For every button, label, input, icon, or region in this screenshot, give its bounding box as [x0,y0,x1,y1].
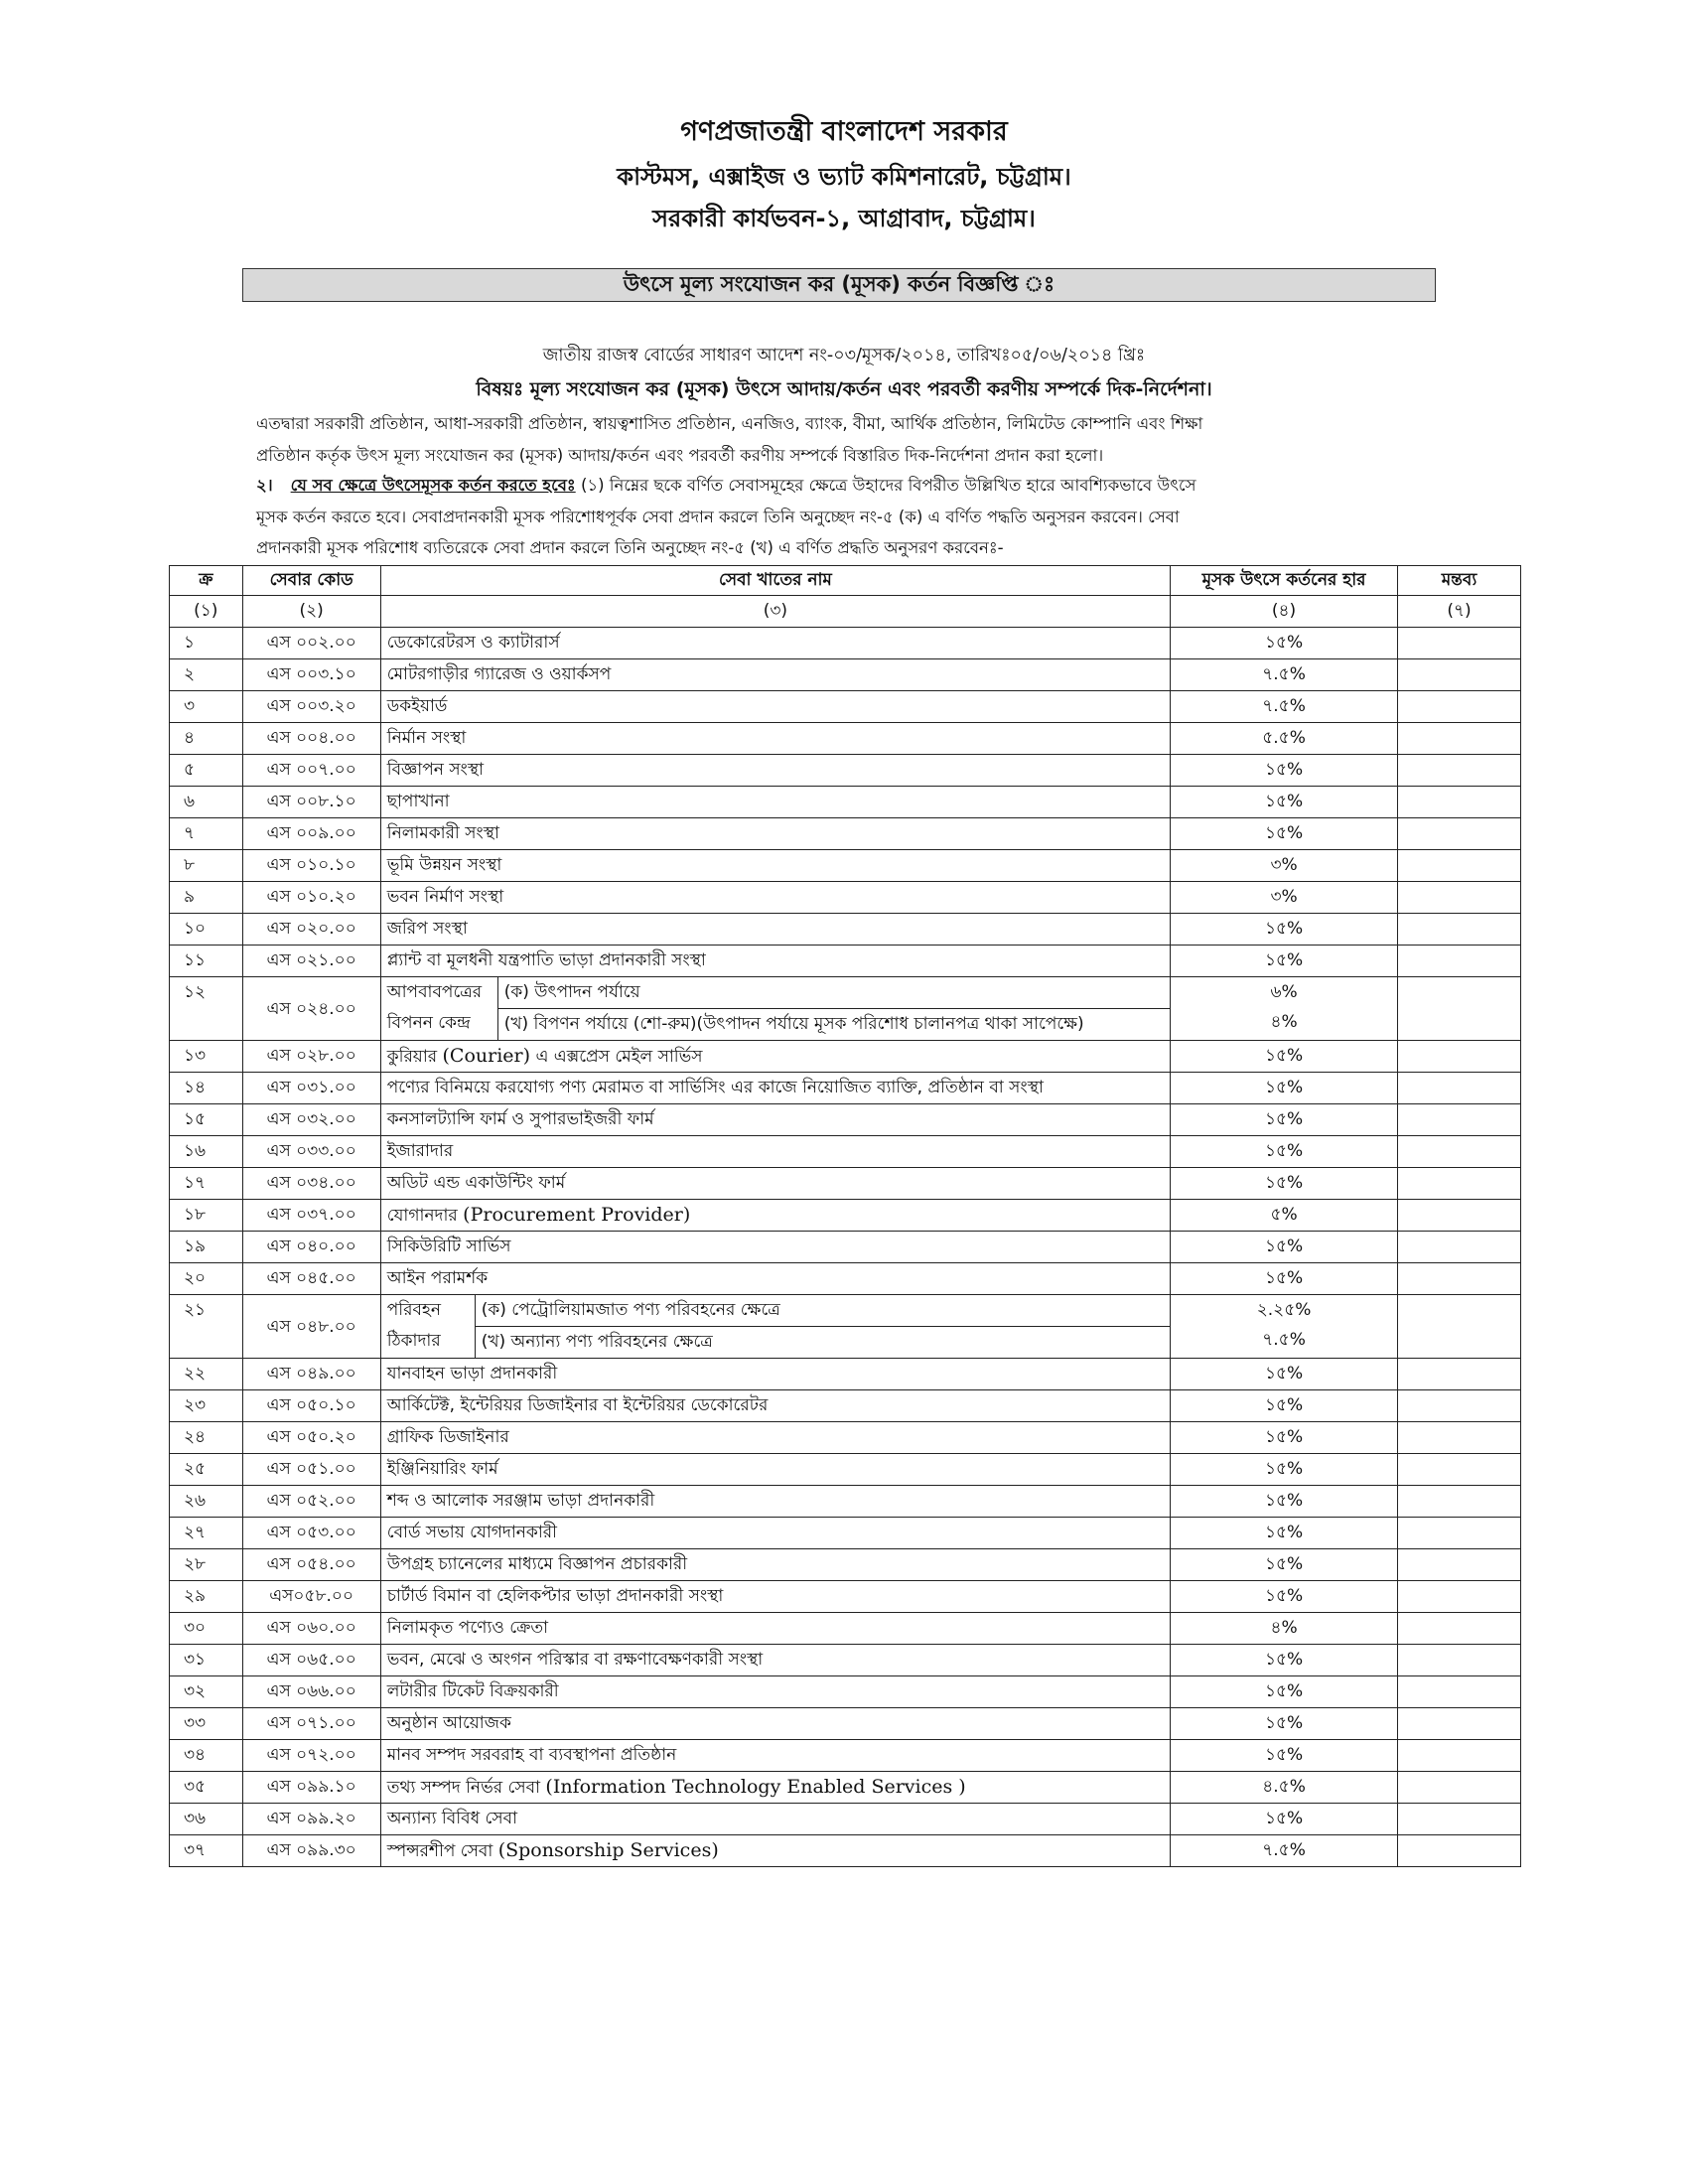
row-rate: ১৫% [1171,1549,1398,1581]
row-rate: ১৫% [1171,1041,1398,1073]
row-serial: ২৯ [170,1581,243,1613]
row-remarks [1397,1359,1520,1390]
header-code: সেবার কোড [242,566,380,596]
row-serial: ৩২ [170,1676,243,1708]
table-row [170,1549,1521,1581]
row-serial: ৫ [170,755,243,787]
row-rate: ৪% [1171,1613,1398,1645]
row-code: এস ০২৮.০০ [242,1041,380,1073]
table-row [170,1136,1521,1168]
row-code: এস ০৭১.০০ [242,1708,380,1740]
row-serial: ২৭ [170,1518,243,1549]
table-row [170,1422,1521,1454]
table-row [170,1486,1521,1518]
row-rate: ১৫% [1171,1454,1398,1486]
table-row [170,755,1521,787]
row-service-name: উপগ্রহ চ্যানেলের মাধ্যমে বিজ্ঞাপন প্রচারকারী [380,1549,1170,1581]
rate-b: ৪% [1270,1012,1298,1032]
section-2-line-2: মূসক কর্তন করতে হবে। সেবাপ্রদানকারী মূসক পরিশোধপূর্বক সেবা প্রদান করলে তিনি অনুচ্ছেদ নং-৫ (ক) এ বর্ণিত পদ্ধতি অনুসরন করবেন। সেবা [256,507,1180,526]
row-rate: ১৫% [1171,1740,1398,1772]
row-rate: ১৫% [1171,1104,1398,1136]
intro-paragraph [256,408,1428,471]
row-service-name-group [380,977,1170,1041]
row-serial: ২৮ [170,1549,243,1581]
row-code: এস ০৩২.০০ [242,1104,380,1136]
row-service-name: নির্মান সংস্থা [380,723,1170,755]
row-remarks [1397,1200,1520,1232]
row-serial: ৭ [170,818,243,850]
row-code: এস ০১০.২০ [242,882,380,914]
row-code: এস ০৫০.১০ [242,1390,380,1422]
row-service-name: যানবাহন ভাড়া প্রদানকারী [380,1359,1170,1390]
row-remarks [1397,1804,1520,1835]
service-name-en: (Courier) [442,1045,531,1067]
row-remarks [1397,1073,1520,1104]
row-rate-group [1171,1295,1398,1359]
row-code: এস০৫৮.০০ [242,1581,380,1613]
row-remarks [1397,1486,1520,1518]
sub-category-a: (ক) উৎপাদন পর্যায়ে [497,977,1170,1009]
table-row [170,1200,1521,1232]
row-service-name: অডিট এন্ড একাউন্টিং ফার্ম [380,1168,1170,1200]
sub-category-a: (ক) পেট্রোলিয়ামজাত পণ্য পরিবহনের ক্ষেত্রে [475,1295,1170,1327]
row-service-name: মোটরগাড়ীর গ্যারেজ ও ওয়ার্কসপ [380,659,1170,691]
row-service-name: অন্যান্য বিবিধ সেবা [380,1804,1170,1835]
row-serial: ১ [170,628,243,659]
row-code: এস ০৪৮.০০ [242,1295,380,1359]
row-rate: ১৫% [1171,1136,1398,1168]
row-remarks [1397,1772,1520,1804]
section-2-line-1 [256,470,1428,502]
colnum-5: (৭) [1397,596,1520,628]
row-remarks [1397,1708,1520,1740]
header-service-name: সেবা খাতের নাম [380,566,1170,596]
row-remarks [1397,1232,1520,1263]
row-remarks [1397,818,1520,850]
row-service-name: ভবন, মেঝে ও অংগন পরিস্কার বা রক্ষণাবেক্ষণকারী সংস্থা [380,1645,1170,1676]
row-remarks [1397,850,1520,882]
row-serial: ১৭ [170,1168,243,1200]
row-code: এস ০৫২.০০ [242,1486,380,1518]
row-remarks [1397,882,1520,914]
row-code: এস ০৯৯.১০ [242,1772,380,1804]
row-serial: ১৮ [170,1200,243,1232]
service-name-en: (Sponsorship Services) [497,1839,719,1861]
row-rate: ১৫% [1171,1168,1398,1200]
row-service-name: আইন পরামর্শক [380,1263,1170,1295]
table-row [170,1104,1521,1136]
row-rate: ১৫% [1171,1263,1398,1295]
row-serial: ১৫ [170,1104,243,1136]
row-code: এস ০৬৬.০০ [242,1676,380,1708]
row-code: এস ০০৪.০০ [242,723,380,755]
row-rate: ১৫% [1171,1073,1398,1104]
row-code: এস ০৪৫.০০ [242,1263,380,1295]
service-name-bn: যোগানদার [386,1206,464,1226]
row-rate: ১৫% [1171,818,1398,850]
government-title: গণপ্রজাতন্ত্রী বাংলাদেশ সরকার [680,116,1008,147]
group-label [381,1295,476,1358]
section-2-line-3: প্রদানকারী মূসক পরিশোধ ব্যতিরেকে সেবা প্রদান করলে তিনি অনুচ্ছেদ নং-৫ (খ) এ বর্ণিত প্রদ্ধতি অনুসরণ করবেনঃ- [256,538,1004,557]
column-number-row [170,596,1521,628]
row-rate: ১৫% [1171,628,1398,659]
row-code: এস ০০২.০০ [242,628,380,659]
group-label-line-1: আপবাবপত্রের [386,982,483,1002]
row-code: এস ০৫১.০০ [242,1454,380,1486]
notice-banner: উৎসে মূল্য সংযোজন কর (মূসক) কর্তন বিজ্ঞপ্তি ঃ [242,268,1436,302]
section-number: ২। [256,476,273,495]
service-name-bn: কুরিয়ার [386,1047,443,1067]
row-rate: ১৫% [1171,1581,1398,1613]
row-rate: ১৫% [1171,1708,1398,1740]
section-heading: যে সব ক্ষেত্রে উৎসেমূসক কর্তন করতে হবেঃ [290,476,576,495]
row-serial: ২ [170,659,243,691]
commissionerate-title: কাস্টমস, এক্সাইজ ও ভ্যাট কমিশনারেট, চট্টগ্রাম। [617,163,1071,191]
row-remarks [1397,1518,1520,1549]
row-serial: ২৬ [170,1486,243,1518]
rate-a: ৬% [1270,982,1298,1002]
row-code: এস ০৬৫.০০ [242,1645,380,1676]
row-code: এস ০০৩.১০ [242,659,380,691]
row-serial: ২০ [170,1263,243,1295]
row-code: এস ০৩৪.০০ [242,1168,380,1200]
row-remarks [1397,1104,1520,1136]
office-address: সরকারী কার্যভবন-১, আগ্রাবাদ, চট্টগ্রাম। [652,205,1036,232]
row-code: এস ০৯৯.২০ [242,1804,380,1835]
row-remarks [1397,755,1520,787]
row-rate: ১৫% [1171,1486,1398,1518]
table-row [170,1073,1521,1104]
row-serial: ৩৭ [170,1835,243,1867]
table-row [170,1390,1521,1422]
row-code: এস ০৫০.২০ [242,1422,380,1454]
table-row [170,1581,1521,1613]
row-serial: ১১ [170,946,243,977]
group-label-line-2: বিপনন কেন্দ্র [386,1013,471,1033]
table-row [170,1168,1521,1200]
row-service-name-group [380,1295,1170,1359]
section-2-line-1-text: (১) নিম্নের ছকে বর্ণিত সেবাসমূহের ক্ষেত্রে উহাদের বিপরীত উল্লিখিত হারে আবশ্যিকভাবে উৎসে [580,476,1196,495]
row-rate: ১৫% [1171,755,1398,787]
row-service-name: জরিপ সংস্থা [380,914,1170,946]
row-service-name: ভূমি উন্নয়ন সংস্থা [380,850,1170,882]
row-serial: ৯ [170,882,243,914]
service-name-bn: স্পন্সরশীপ সেবা [386,1841,498,1861]
row-service-name: পণ্যের বিনিময়ে করযোগ্য পণ্য মেরামত বা সার্ভিসিং এর কাজে নিয়োজিত ব্যাক্তি, প্রতিষ্ঠান বা সংস্থা [380,1073,1170,1104]
table-row-split [170,977,1521,1041]
row-serial: ২৫ [170,1454,243,1486]
group-label-line-1: পরিবহন [386,1300,441,1320]
colnum-3: (৩) [380,596,1170,628]
row-serial: ২৩ [170,1390,243,1422]
row-code: এস ০৭২.০০ [242,1740,380,1772]
row-rate: ৪.৫% [1171,1772,1398,1804]
service-name-bn: তথ্য সম্পদ নির্ভর সেবা [386,1778,546,1798]
row-remarks [1397,1549,1520,1581]
table-row [170,1518,1521,1549]
table-row [170,723,1521,755]
row-serial: ৩৬ [170,1804,243,1835]
row-rate: ৭.৫% [1171,691,1398,723]
row-remarks [1397,628,1520,659]
header-remarks: মন্তব্য [1397,566,1520,596]
service-name-en: (Procurement Provider) [463,1204,691,1226]
section-2-paragraph [256,470,1428,564]
table-row [170,691,1521,723]
table-row [170,818,1521,850]
row-remarks [1397,977,1520,1041]
row-code: এস ০৩৩.০০ [242,1136,380,1168]
header-rate: মূসক উৎসে কর্তনের হার [1171,566,1398,596]
row-serial: ২৪ [170,1422,243,1454]
table-row-split [170,1295,1521,1359]
row-service-name: শব্দ ও আলোক সরঞ্জাম ভাড়া প্রদানকারী [380,1486,1170,1518]
row-service-name: বিজ্ঞাপন সংস্থা [380,755,1170,787]
row-remarks [1397,1295,1520,1359]
row-code: এস ০৫৩.০০ [242,1518,380,1549]
row-remarks [1397,787,1520,818]
row-code: এস ০৩১.০০ [242,1073,380,1104]
table-row [170,1263,1521,1295]
intro-line-1: এতদ্বারা সরকারী প্রতিষ্ঠান, আধা-সরকারী প্রতিষ্ঠান, স্বায়ত্বশাসিত প্রতিষ্ঠান, এনজিও, ব্যাংক, বীমা, আর্থিক প্রতিষ্ঠান, লিমিটেড কোম্পানি এবং শিক্ষা [256,414,1203,433]
sub-category-b: (খ) অন্যান্য পণ্য পরিবহনের ক্ষেত্রে [475,1327,1170,1359]
row-code: এস ০০৮.১০ [242,787,380,818]
row-service-name: নিলামকৃত পণ্যেও ক্রেতা [380,1613,1170,1645]
row-remarks [1397,1263,1520,1295]
row-service-name: লটারীর টিকেট বিক্রয়কারী [380,1676,1170,1708]
row-remarks [1397,1676,1520,1708]
colnum-2: (২) [242,596,380,628]
table-row [170,946,1521,977]
row-service-name: প্ল্যান্ট বা মূলধনী যন্ত্রপাতি ভাড়া প্রদানকারী সংস্থা [380,946,1170,977]
row-code: এস ০৫৪.০০ [242,1549,380,1581]
colnum-1: (১) [170,596,243,628]
colnum-4: (৪) [1171,596,1398,628]
row-service-name [380,1772,1170,1804]
sub-category-table [381,1295,1170,1358]
row-serial: ৩ [170,691,243,723]
header-serial: ক্র [170,566,243,596]
row-rate: ১৫% [1171,946,1398,977]
sub-category-b: (খ) বিপণন পর্যায়ে (শো-রুম)(উৎপাদন পর্যায়ে মূসক পরিশোধ চালানপত্র থাকা সাপেক্ষে) [497,1009,1170,1041]
row-remarks [1397,1168,1520,1200]
row-service-name [380,1835,1170,1867]
row-serial: ৬ [170,787,243,818]
row-remarks [1397,1041,1520,1073]
row-serial: ২২ [170,1359,243,1390]
row-remarks [1397,1390,1520,1422]
row-rate: ৭.৫% [1171,1835,1398,1867]
table-row [170,850,1521,882]
row-serial: ৩০ [170,1613,243,1645]
order-reference: জাতীয় রাজস্ব বোর্ডের সাধারণ আদেশ নং-০৩/মূসক/২০১৪, তারিখঃ০৫/০৬/২০১৪ খ্রিঃ [542,346,1146,365]
row-code: এস ০০৯.০০ [242,818,380,850]
row-rate: ১৫% [1171,1645,1398,1676]
row-serial: ১০ [170,914,243,946]
row-remarks [1397,723,1520,755]
table-row [170,628,1521,659]
sub-row-a [381,977,1170,1009]
sub-row-b [381,1009,1170,1041]
service-rate-table [169,565,1521,1867]
row-rate: ৫.৫% [1171,723,1398,755]
row-rate: ১৫% [1171,1804,1398,1835]
row-remarks [1397,946,1520,977]
row-rate: ১৫% [1171,1359,1398,1390]
table-row [170,1772,1521,1804]
row-code: এস ০৯৯.৩০ [242,1835,380,1867]
row-rate: ১৫% [1171,787,1398,818]
table-row [170,1708,1521,1740]
row-service-name: কনসালট্যান্সি ফার্ম ও সুপারভাইজরী ফার্ম [380,1104,1170,1136]
row-code: এস ০৪০.০০ [242,1232,380,1263]
row-serial: ১৪ [170,1073,243,1104]
row-remarks [1397,1835,1520,1867]
rate-b: ৭.৫% [1262,1330,1306,1350]
row-code: এস ০০৭.০০ [242,755,380,787]
table-header-row [170,566,1521,596]
row-service-name: ছাপাখানা [380,787,1170,818]
row-remarks [1397,914,1520,946]
row-service-name [380,1041,1170,1073]
row-serial: ১৯ [170,1232,243,1263]
row-service-name: ইজারাদার [380,1136,1170,1168]
table-row [170,914,1521,946]
table-row [170,787,1521,818]
row-service-name: ভবন নির্মাণ সংস্থা [380,882,1170,914]
row-serial: ২১ [170,1295,243,1359]
row-code: এস ০১০.১০ [242,850,380,882]
row-rate: ১৫% [1171,1422,1398,1454]
row-code: এস ০৬০.০০ [242,1613,380,1645]
row-rate: ১৫% [1171,1232,1398,1263]
row-remarks [1397,1645,1520,1676]
row-service-name: আর্কিটেক্ট, ইন্টেরিয়র ডিজাইনার বা ইন্টেরিয়র ডেকোরেটর [380,1390,1170,1422]
row-code: এস ০২০.০০ [242,914,380,946]
row-service-name: ইঞ্জিনিয়ারিং ফার্ম [380,1454,1170,1486]
row-service-name: নিলামকারী সংস্থা [380,818,1170,850]
row-service-name: বোর্ড সভায় যোগদানকারী [380,1518,1170,1549]
rate-a: ২.২৫% [1256,1300,1312,1320]
row-rate-group [1171,977,1398,1041]
row-serial: ৩৫ [170,1772,243,1804]
table-row [170,1645,1521,1676]
row-rate: ১৫% [1171,1390,1398,1422]
row-service-name: ডেকোরেটরস ও ক্যাটারার্স [380,628,1170,659]
notice-subject: বিষয়ঃ মূল্য সংযোজন কর (মূসক) উৎসে আদায়/কর্তন এবং পরবর্তী করণীয় সম্পর্কে দিক-নির্দেশনা। [476,378,1212,400]
row-service-name: মানব সম্পদ সরবরাহ বা ব্যবস্থাপনা প্রতিষ্ঠান [380,1740,1170,1772]
row-remarks [1397,691,1520,723]
row-serial: ১৩ [170,1041,243,1073]
row-code: এস ০২১.০০ [242,946,380,977]
row-rate: ১৫% [1171,1676,1398,1708]
row-serial: ৩৪ [170,1740,243,1772]
table-row [170,1740,1521,1772]
row-remarks [1397,1581,1520,1613]
row-serial: ৩৩ [170,1708,243,1740]
row-serial: ৩১ [170,1645,243,1676]
table-row [170,1835,1521,1867]
table-row [170,1232,1521,1263]
row-code: এস ০০৩.২০ [242,691,380,723]
row-service-name: গ্রাফিক ডিজাইনার [380,1422,1170,1454]
row-remarks [1397,1613,1520,1645]
row-remarks [1397,1454,1520,1486]
intro-line-2: প্রতিষ্ঠান কর্তৃক উৎস মূল্য সংযোজন কর (মূসক) আদায়/কর্তন এবং পরবর্তী করণীয় সম্পর্কে বিস্তারিত দিক-নির্দেশনা প্রদান করা হলো। [256,445,1104,465]
table-row [170,1613,1521,1645]
row-remarks [1397,1422,1520,1454]
row-serial: ৮ [170,850,243,882]
group-label-line-2: ঠিকাদার [386,1331,441,1351]
row-remarks [1397,1136,1520,1168]
table-row [170,1804,1521,1835]
row-rate: ৭.৫% [1171,659,1398,691]
row-remarks [1397,659,1520,691]
row-service-name: অনুষ্ঠান আয়োজক [380,1708,1170,1740]
table-row [170,1359,1521,1390]
row-rate: ৫% [1171,1200,1398,1232]
sub-category-table [381,977,1170,1040]
table-row [170,659,1521,691]
row-serial: ১২ [170,977,243,1041]
table-row [170,1454,1521,1486]
service-name-bn-2: এ এক্সপ্রেস মেইল সার্ভিস [530,1047,703,1067]
row-service-name: সিকিউরিটি সার্ভিস [380,1232,1170,1263]
row-code: এস ০৪৯.০০ [242,1359,380,1390]
row-rate: ৩% [1171,882,1398,914]
sub-row-b [381,1327,1170,1359]
row-serial: ১৬ [170,1136,243,1168]
row-service-name [380,1200,1170,1232]
sub-row-a [381,1295,1170,1327]
row-rate: ১৫% [1171,1518,1398,1549]
table-row [170,882,1521,914]
row-service-name: চার্টার্ড বিমান বা হেলিকপ্টার ভাড়া প্রদানকারী সংস্থা [380,1581,1170,1613]
row-service-name: ডকইয়ার্ড [380,691,1170,723]
table-row [170,1676,1521,1708]
row-code: এস ০২৪.০০ [242,977,380,1041]
row-remarks [1397,1740,1520,1772]
row-code: এস ০৩৭.০০ [242,1200,380,1232]
row-rate: ৩% [1171,850,1398,882]
table-row [170,1041,1521,1073]
group-label [381,977,498,1040]
service-name-en: (Information Technology Enabled Services ) [545,1776,966,1798]
row-rate: ১৫% [1171,914,1398,946]
row-serial: ৪ [170,723,243,755]
